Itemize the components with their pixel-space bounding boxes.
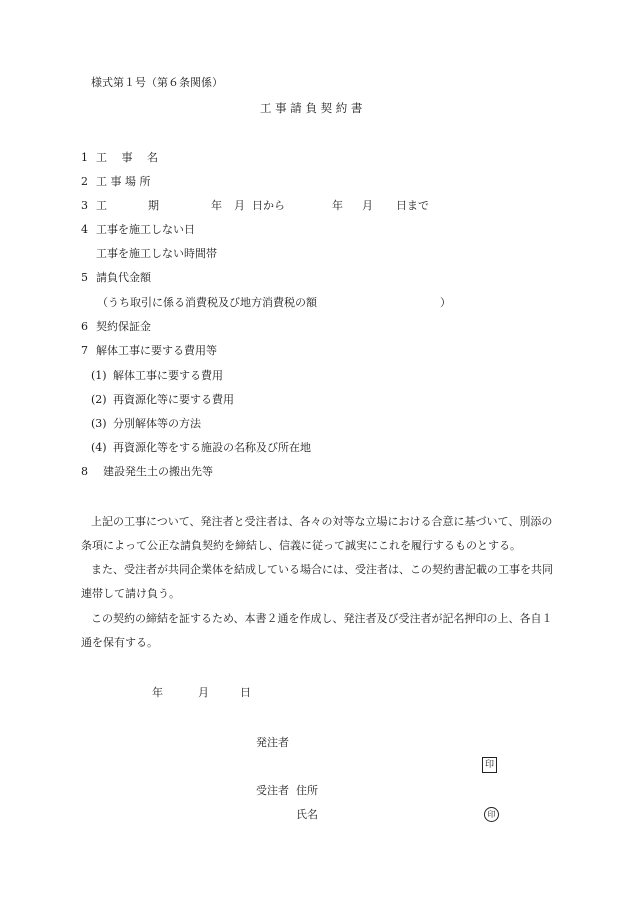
sub-item-number: (1) bbox=[91, 369, 107, 382]
sub-item-label: 再資源化等に要する費用 bbox=[113, 393, 234, 406]
item-number: 5 bbox=[81, 271, 88, 284]
item-number: 3 bbox=[81, 199, 88, 212]
date-month: 月 bbox=[198, 686, 209, 699]
form-label: 様式第１号（第６条関係） bbox=[91, 76, 223, 89]
contractor-label: 受注者 bbox=[256, 784, 289, 797]
sub-item-label: 再資源化等をする施設の名称及び所在地 bbox=[113, 441, 311, 454]
address-label: 住所 bbox=[296, 784, 318, 797]
start-month: 月 bbox=[234, 199, 245, 212]
paragraph-2-line-1: また、受注者が共同企業体を結成している場合には、受注者は、この契約書記載の工事を共同 bbox=[91, 563, 553, 576]
name-label: 氏名 bbox=[296, 808, 318, 821]
item-number: 1 bbox=[81, 151, 88, 164]
item-number: 6 bbox=[81, 320, 88, 333]
paragraph-1-line-1: 上記の工事について、発注者と受注者は、各々の対等な立場における合意に基づいて、別添の bbox=[91, 515, 553, 528]
paragraph-3-line-2: 通を保有する。 bbox=[81, 636, 158, 649]
item-label: 工 事 名 bbox=[96, 151, 158, 164]
tax-note: （うち取引に係る消費税及び地方消費税の額 bbox=[97, 296, 317, 309]
seal-mark-contractor: 印 bbox=[484, 807, 499, 822]
sub-item-label: 分別解体等の方法 bbox=[113, 417, 201, 430]
sub-item-number: (3) bbox=[91, 417, 107, 430]
item-number: 4 bbox=[81, 223, 88, 236]
item-sub-label: 工事を施工しない時間帯 bbox=[96, 247, 217, 260]
item-label: 工 bbox=[96, 199, 107, 212]
sub-item-number: (4) bbox=[91, 441, 107, 454]
seal-mark-orderer: 印 bbox=[482, 757, 497, 773]
paragraph-1-line-2: 条項によって公正な請負契約を締結し、信義に従って誠実にこれを履行するものとする。 bbox=[81, 539, 521, 552]
end-month: 月 bbox=[362, 199, 373, 212]
item-label: 解体工事に要する費用等 bbox=[96, 344, 217, 357]
end-day: 日まで bbox=[396, 199, 429, 212]
item-label: 契約保証金 bbox=[96, 320, 151, 333]
item-label: 建設発生土の搬出先等 bbox=[103, 465, 213, 478]
item-number: 8 bbox=[81, 465, 88, 478]
item-number: 7 bbox=[81, 344, 88, 357]
sub-item-number: (2) bbox=[91, 393, 107, 406]
document-title: 工 事 請 負 契 約 書 bbox=[260, 101, 363, 115]
item-number: 2 bbox=[81, 175, 88, 188]
item-label: 工事を施工しない日 bbox=[96, 223, 195, 236]
start-day: 日から bbox=[252, 199, 285, 212]
tax-note-close: ） bbox=[440, 296, 451, 309]
start-year: 年 bbox=[211, 199, 222, 212]
end-year: 年 bbox=[332, 199, 343, 212]
item-label: 請負代金額 bbox=[96, 271, 151, 284]
paragraph-2-line-2: 連帯して請け負う。 bbox=[81, 587, 180, 600]
date-day: 日 bbox=[240, 686, 251, 699]
item-label-2: 期 bbox=[148, 199, 159, 212]
date-year: 年 bbox=[152, 686, 163, 699]
item-label: 工 事 場 所 bbox=[96, 175, 151, 188]
sub-item-label: 解体工事に要する費用 bbox=[113, 369, 223, 382]
orderer-label: 発注者 bbox=[256, 736, 289, 749]
paragraph-3-line-1: この契約の締結を証するため、本書２通を作成し、発注者及び受注者が記名押印の上、各自１ bbox=[91, 612, 553, 625]
